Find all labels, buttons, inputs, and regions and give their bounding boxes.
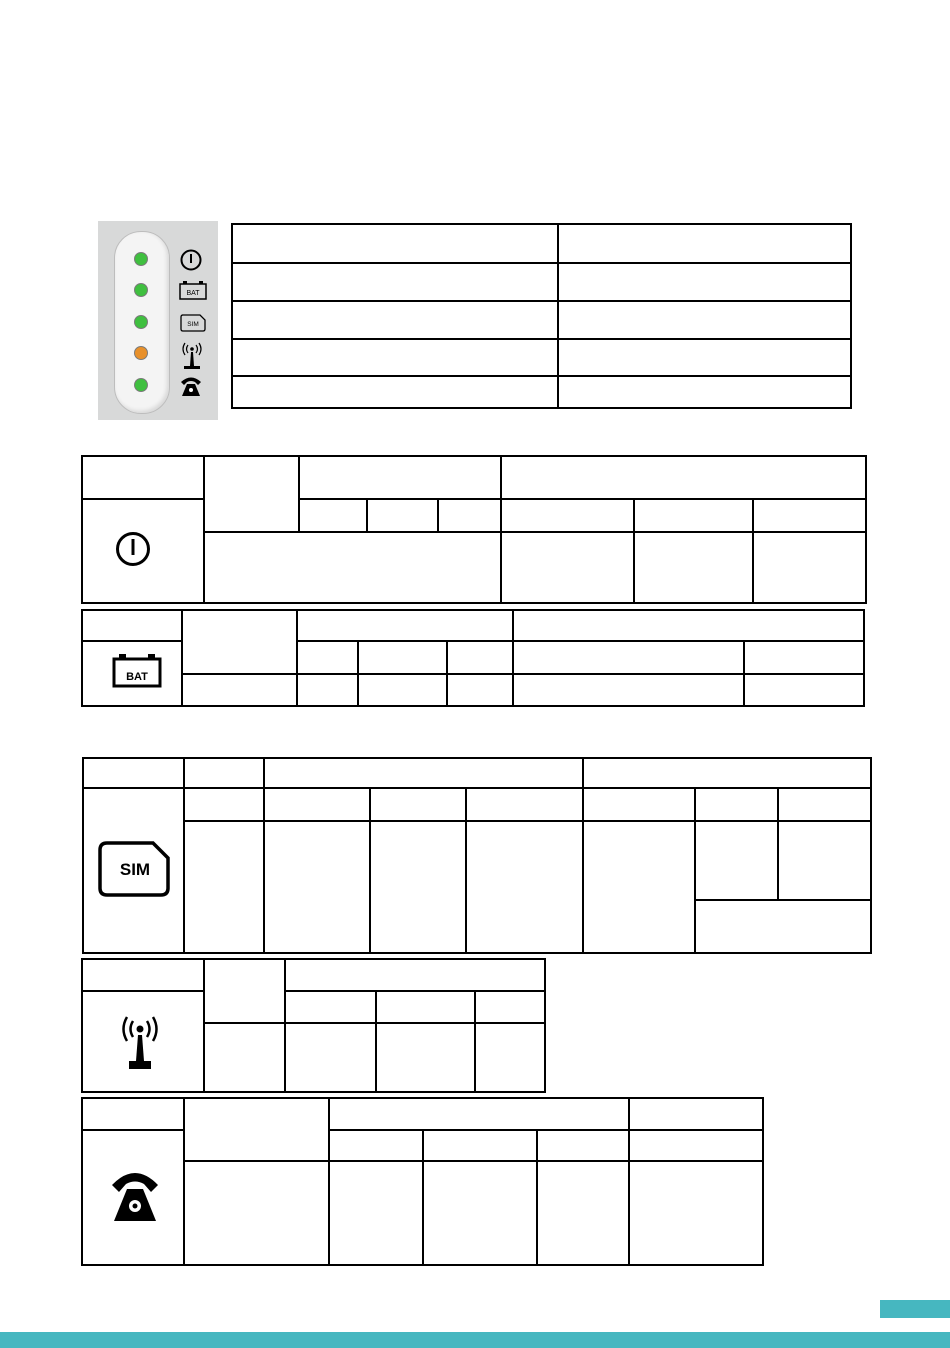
- page-number-tab: [880, 1300, 950, 1318]
- sim-led: [134, 315, 148, 329]
- phone-led: [134, 378, 148, 392]
- svg-text:BAT: BAT: [126, 671, 148, 683]
- signal-led: [134, 346, 148, 360]
- svg-text:SIM: SIM: [187, 321, 199, 328]
- antenna-icon: [118, 1015, 162, 1071]
- sim-icon: [98, 841, 172, 897]
- power-icon: [178, 248, 204, 272]
- battery-icon: [178, 280, 210, 302]
- sim-icon: [178, 313, 208, 333]
- antenna-icon: [178, 342, 206, 370]
- telephone-icon: [178, 374, 204, 398]
- battery-icon: [112, 654, 162, 688]
- led-indicator-panel: [98, 221, 218, 420]
- telephone-icon: [110, 1167, 160, 1223]
- battery-led: [134, 283, 148, 297]
- power-led: [134, 252, 148, 266]
- svg-text:SIM: SIM: [119, 860, 151, 879]
- svg-text:BAT: BAT: [186, 290, 200, 297]
- footer-bar: [0, 1332, 950, 1348]
- power-icon: [113, 530, 153, 568]
